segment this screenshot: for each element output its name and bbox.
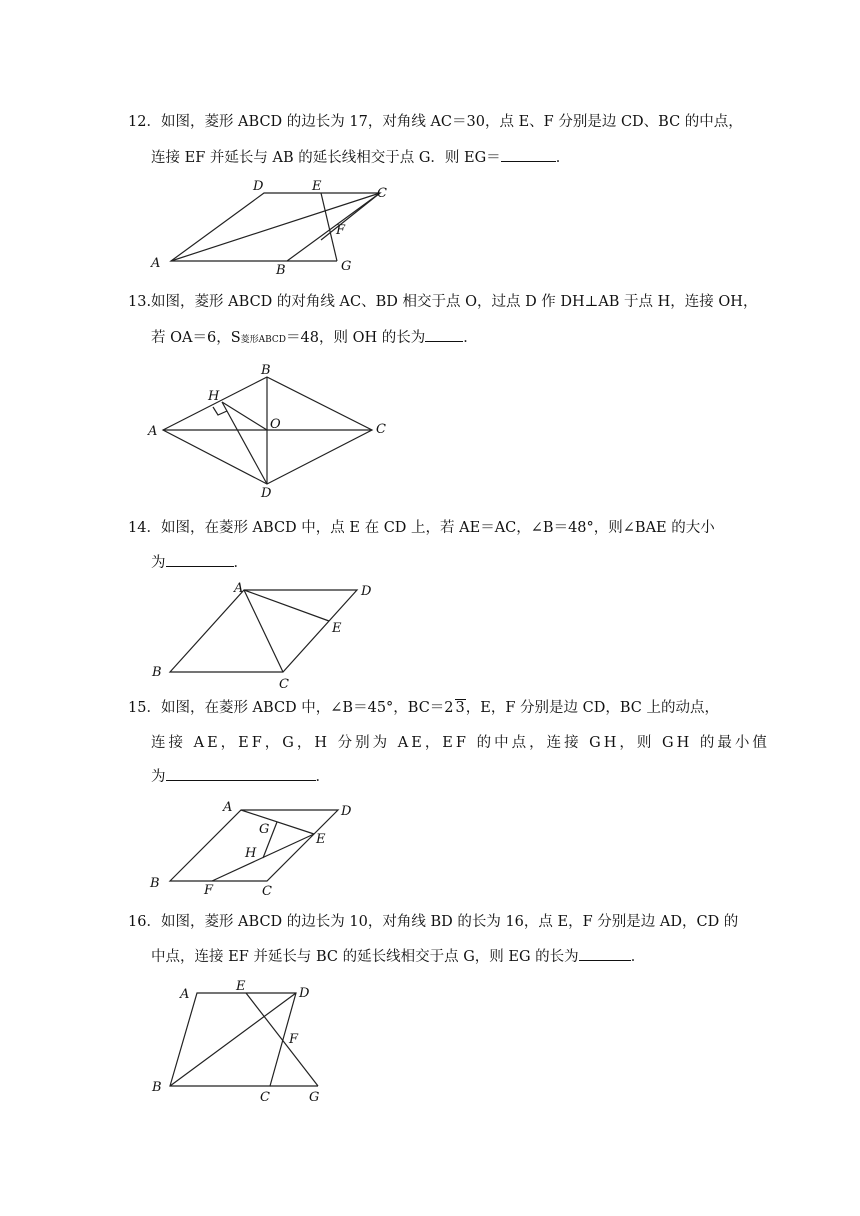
label-f: F — [289, 1032, 299, 1047]
label-b: B — [276, 263, 286, 278]
problem-13-line-2: 若 OA＝6，S菱形ABCD＝48，则 OH 的长为 ． — [151, 327, 478, 350]
label-d: D — [361, 584, 372, 599]
label-d: D — [253, 179, 264, 194]
segment-eg — [246, 993, 318, 1086]
label-c: C — [260, 1090, 270, 1105]
label-a: A — [148, 424, 158, 439]
label-o: O — [270, 417, 281, 432]
label-a: A — [180, 987, 190, 1002]
problem-text: ．如图，在菱形 ABCD 中，点 E 在 CD 上，若 AE＝AC，∠B＝48°，则∠BAE 的大小 — [146, 520, 715, 536]
problem-15-line-1: 15．如图，在菱形 ABCD 中，∠B＝45°，BC＝2 3，E，F 分别是边 CD，BC 上的动点， — [128, 700, 719, 716]
label-b: B — [152, 665, 162, 680]
label-g: G — [259, 822, 270, 837]
label-c: C — [262, 884, 272, 899]
label-b: B — [261, 363, 271, 378]
problem-number: 16 — [128, 914, 147, 930]
label-f: F — [336, 223, 346, 238]
label-c: C — [377, 186, 387, 201]
problem-14-line-2: 为 ． — [151, 552, 248, 573]
label-g: G — [309, 1090, 320, 1105]
label-e: E — [332, 621, 342, 636]
problem-text: ．如图，菱形 ABCD 的边长为 17，对角线 AC＝30，点 E、F 分别是边 CD、BC 的中点， — [146, 114, 743, 130]
problem-text: ．如图，菱形 ABCD 的边长为 10，对角线 BD 的长为 16，点 E，F 分别是边 AD，CD 的 — [146, 914, 739, 930]
label-d: D — [341, 804, 352, 819]
label-h: H — [245, 846, 257, 861]
label-f: F — [204, 883, 214, 898]
label-b: B — [152, 1080, 162, 1095]
label-a: A — [151, 256, 161, 271]
label-e: E — [312, 179, 322, 194]
label-a: A — [234, 581, 244, 596]
problem-text: .如图，菱形 ABCD 的对角线 AC、BD 相交于点 O，过点 D 作 DH⊥AB 于点 H，连接 OH， — [146, 294, 758, 310]
problem-15-line-3: 为 ． — [151, 766, 330, 787]
problem-16-line-2: 中点，连接 EF 并延长与 BC 的延长线相交于点 G，则 EG 的长为 ． — [151, 946, 645, 967]
sqrt-three: 3 — [455, 700, 465, 716]
area-subscript: 菱形ABCD — [240, 335, 287, 345]
label-c: C — [279, 677, 289, 692]
label-d: D — [261, 486, 272, 501]
diagonal-bd — [170, 993, 296, 1086]
label-d: D — [299, 986, 310, 1001]
problem-number: 13 — [128, 294, 147, 310]
label-h: H — [208, 389, 220, 404]
label-b: B — [150, 876, 160, 891]
label-a: A — [223, 800, 233, 815]
problem-number: 12 — [128, 114, 147, 130]
problem-12-line-2: 连接 EF 并延长与 AB 的延长线相交于点 G．则 EG＝ ． — [151, 147, 570, 168]
label-c: C — [376, 422, 386, 437]
problem-text: 连接 EF 并延长与 AB 的延长线相交于点 G．则 EG＝ — [151, 150, 501, 166]
problem-text: 连接 AE，EF，G，H 分别为 AE，EF 的中点，连接 GH，则 GH 的最小值 — [151, 735, 770, 751]
label-e: E — [236, 979, 246, 994]
label-g: G — [341, 259, 352, 274]
problem-number: 15 — [128, 700, 147, 716]
problem-number: 14 — [128, 520, 147, 536]
label-e: E — [316, 832, 326, 847]
